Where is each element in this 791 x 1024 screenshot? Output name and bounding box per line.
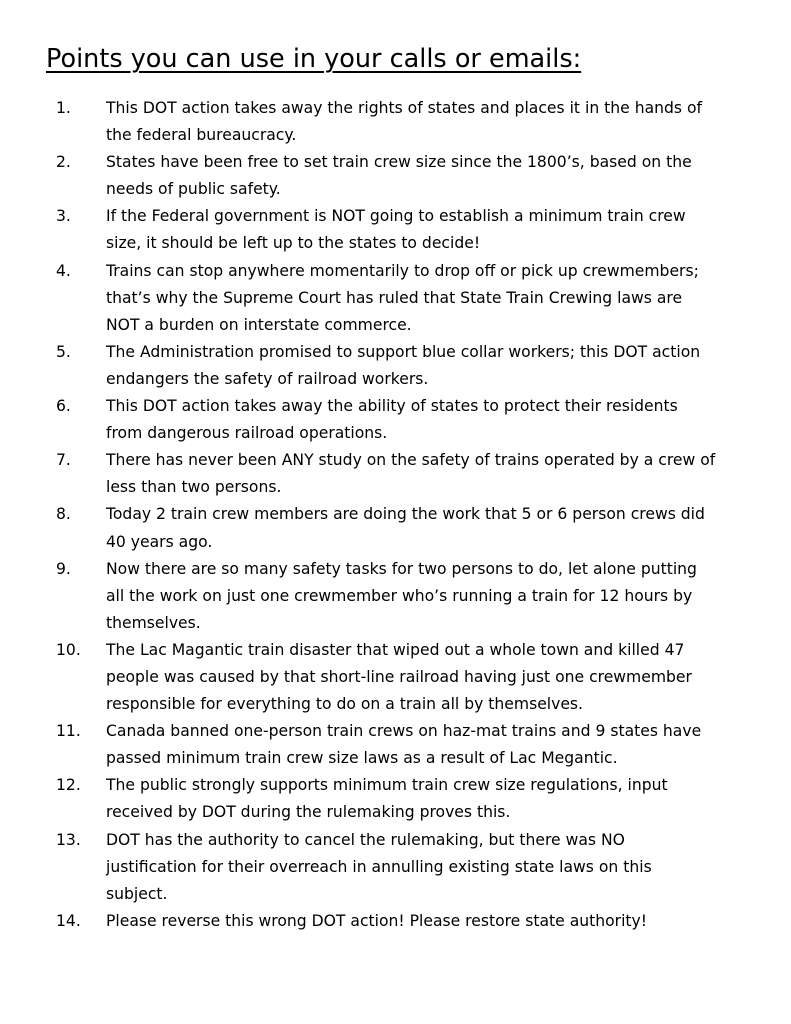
list-item: [56, 149, 716, 203]
item-number: 9.: [56, 559, 71, 578]
item-text: DOT has the authority to cancel the rulemaking, but there was NO justification for their overreach in annulling existing state laws on this subject.: [106, 830, 652, 903]
list-item: [56, 718, 716, 772]
item-text: Canada banned one-person train crews on haz-mat trains and 9 states have passed minimum train crew size laws as a result of Lac Megantic.: [106, 722, 702, 768]
item-number: 2.: [56, 153, 71, 172]
item-number: 12.: [56, 776, 81, 795]
item-number: 3.: [56, 207, 71, 226]
talking-points-list: [56, 95, 716, 935]
page-title: Points you can use in your calls or emails:: [46, 44, 582, 74]
list-item: [56, 772, 716, 826]
item-text: States have been free to set train crew size since the 1800’s, based on the needs of public safety.: [106, 153, 692, 199]
list-item: [56, 258, 716, 339]
item-text: There has never been ANY study on the safety of trains operated by a crew of less than two persons.: [106, 451, 716, 497]
item-number: 4.: [56, 261, 71, 280]
item-text: If the Federal government is NOT going to establish a minimum train crew size, it should be left up to the states to decide!: [106, 207, 686, 253]
list-item: [56, 827, 716, 908]
item-number: 1.: [56, 99, 71, 117]
item-text: Trains can stop anywhere momentarily to drop off or pick up crewmembers; that’s why the Supreme Court has ruled that State Train Crewing laws are NOT a burden on interstate commerce.: [106, 261, 699, 334]
item-text: Today 2 train crew members are doing the work that 5 or 6 person crews did 40 years ago.: [106, 505, 705, 551]
item-number: 5.: [56, 342, 71, 361]
item-text: Now there are so many safety tasks for two persons to do, let alone putting all the work on just one crewmember who’s running a train for 12 hours by themselves.: [106, 559, 697, 632]
item-text: Please reverse this wrong DOT action! Please restore state authority!: [106, 911, 648, 930]
list-item: [56, 339, 716, 393]
item-number: 11.: [56, 722, 81, 741]
list-item: [56, 447, 716, 501]
list-item: [56, 95, 716, 149]
item-text: This DOT action takes away the ability of states to protect their residents from dangerous railroad operations.: [106, 397, 678, 443]
list-item: [56, 637, 716, 718]
item-number: 10.: [56, 640, 81, 659]
item-text: The Administration promised to support blue collar workers; this DOT action endangers the safety of railroad workers.: [106, 342, 701, 388]
item-number: 14.: [56, 911, 81, 930]
item-number: 8.: [56, 505, 71, 524]
list-item: [56, 393, 716, 447]
item-number: 6.: [56, 397, 71, 416]
item-text: The public strongly supports minimum train crew size regulations, input received by DOT during the rulemaking proves this.: [106, 776, 668, 822]
list-item: [56, 203, 716, 257]
item-number: 13.: [56, 830, 81, 849]
list-item: [56, 501, 716, 555]
item-number: 7.: [56, 451, 71, 470]
item-text: The Lac Magantic train disaster that wiped out a whole town and killed 47 people was caused by that short-line railroad having just one crewmember responsible for everything to do on a train all by themselves.: [106, 640, 692, 714]
item-text: This DOT action takes away the rights of states and places it in the hands of the federal bureaucracy.: [106, 99, 703, 145]
list-item: [56, 556, 716, 637]
list-item: [56, 908, 716, 935]
